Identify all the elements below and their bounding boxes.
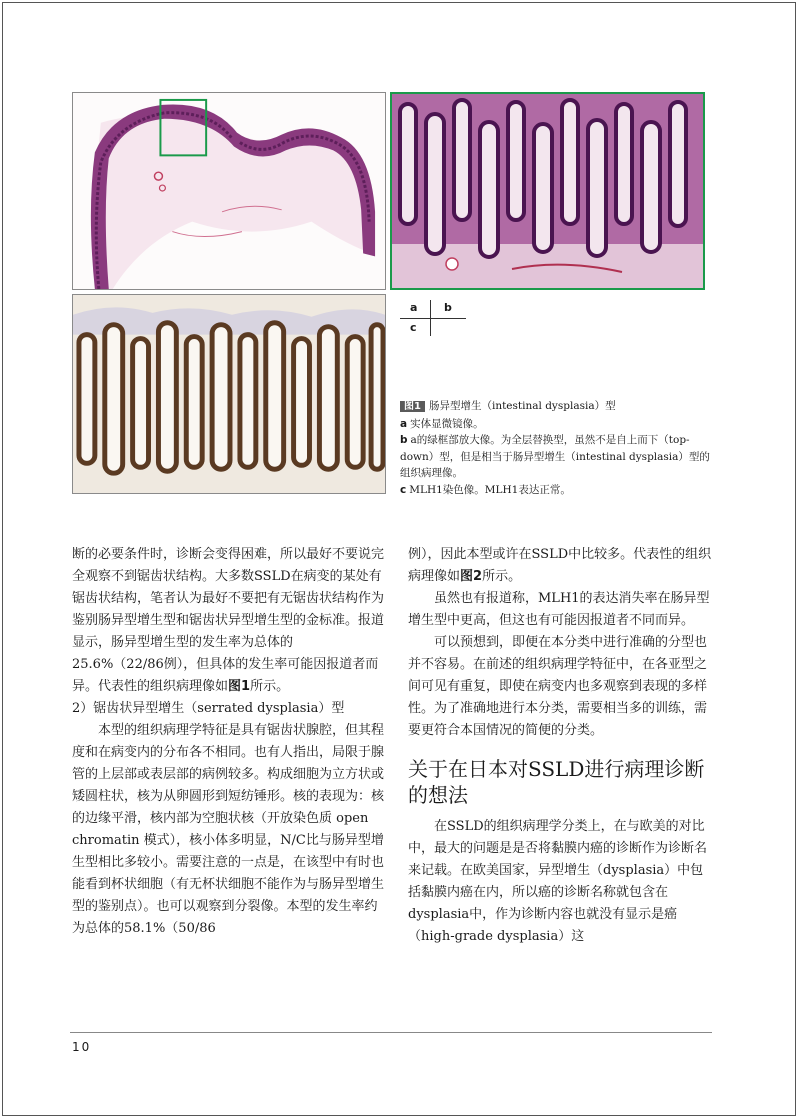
caption-title-line: [400, 398, 710, 416]
left-paragraph-2: 本型的组织病理学特征是具有锯齿状腺腔，但其程度和在病变内的分布各不相同。也有人指出，局限于腺管的上层部或表层部的病例较多。构成细胞为立方状或矮圆柱状，核为从卵圆形到短纺锤形。核的表现为：核的边缘平滑，核内部为空胞状核（开放染色质 open chromatin 模式），核小体多明显，N/C比与肠异型增生型相比多较小。需要注意的一点是，在该型中有时也能看到杯状细胞（有无杯状细胞不能作为与肠异型增生型的鉴别点）。也可以观察到分裂像。本型的发生率约为总体的58.1%（50/86: [72, 723, 385, 936]
caption-item-b: b a的绿框部放大像。为全层替换型，虽然不是自上而下（top-down）型，但是相当于肠异型增生（intestinal dysplasia）型的组织病理像。: [400, 434, 710, 479]
right-paragraph-2: 虽然也有报道称，MLH1的表达消失率在肠异型增生型中更高，但这也有可能因报道者不同而异。: [408, 591, 710, 628]
left-paragraph-1: 断的必要条件时，诊断会变得困难，所以最好不要说完全观察不到锯齿状结构。大多数SSLD在病变的某处有锯齿状结构，笔者认为最好不要把有无锯齿状结构作为鉴别肠异型增生型和锯齿状异型增生型的金标准。报道显示，肠异型增生型的发生率为总体的25.6%（22/86例），但具体的发生率可能因报道者而异。代表性的组织病理像如图1所示。: [72, 547, 385, 694]
page-number: 10: [72, 1040, 92, 1054]
left-column: [72, 544, 384, 940]
caption-item-a: a 实体显微镜像。: [400, 417, 484, 430]
footer-rule: [70, 1032, 712, 1033]
caption-title: 肠异型增生（intestinal dysplasia）型: [428, 400, 616, 412]
layout-key-c: c: [410, 321, 417, 334]
caption-item-c: c MLH1染色像。MLH1表达正常。: [400, 483, 571, 496]
right-paragraph-4: 在SSLD的组织病理学分类上，在与欧美的对比中，最大的问题是是否将黏膜内癌的诊断作为诊断名来记载。在欧美国家，异型增生（dysplasia）中包括黏膜内癌在内，所以癌的诊断名称就包含在dysplasia中，作为诊断内容也就没有显示是癌（high-grade dysplasia）这: [408, 819, 708, 944]
figure-panel-c-mlh1-stain: [72, 294, 386, 494]
right-paragraph-3: 可以预想到，即便在本分类中进行准确的分型也并不容易。在前述的组织病理学特征中，在各亚型之间可见有重复，即使在病变内也多观察到表现的多样性。为了准确地进行本分类，需要相当多的训练，需要更符合本国情况的简便的分类。: [408, 635, 708, 738]
figure-tag: 图1: [400, 401, 425, 412]
right-column: [408, 544, 712, 948]
figure-panel-b-magnified: [390, 92, 705, 290]
figure-1-reference[interactable]: 图1: [228, 679, 251, 694]
layout-key-a: a: [410, 301, 418, 314]
layout-key-horizontal-line: [400, 318, 466, 319]
subheading-serrated-dysplasia: 2）锯齿状异型增生（serrated dysplasia）型: [72, 701, 345, 716]
section-heading: 关于在日本对SSLD进行病理诊断的想法: [408, 757, 705, 807]
layout-key-b: b: [444, 301, 452, 314]
figure-panel-a-whole-mount: [72, 92, 386, 290]
panel-layout-key: [400, 300, 466, 336]
figure-caption: [400, 398, 710, 498]
figure-2-reference[interactable]: 图2: [460, 569, 483, 584]
right-paragraph-1: 例），因此本型或许在SSLD中比较多。代表性的组织病理像如图2所示。: [408, 547, 712, 584]
